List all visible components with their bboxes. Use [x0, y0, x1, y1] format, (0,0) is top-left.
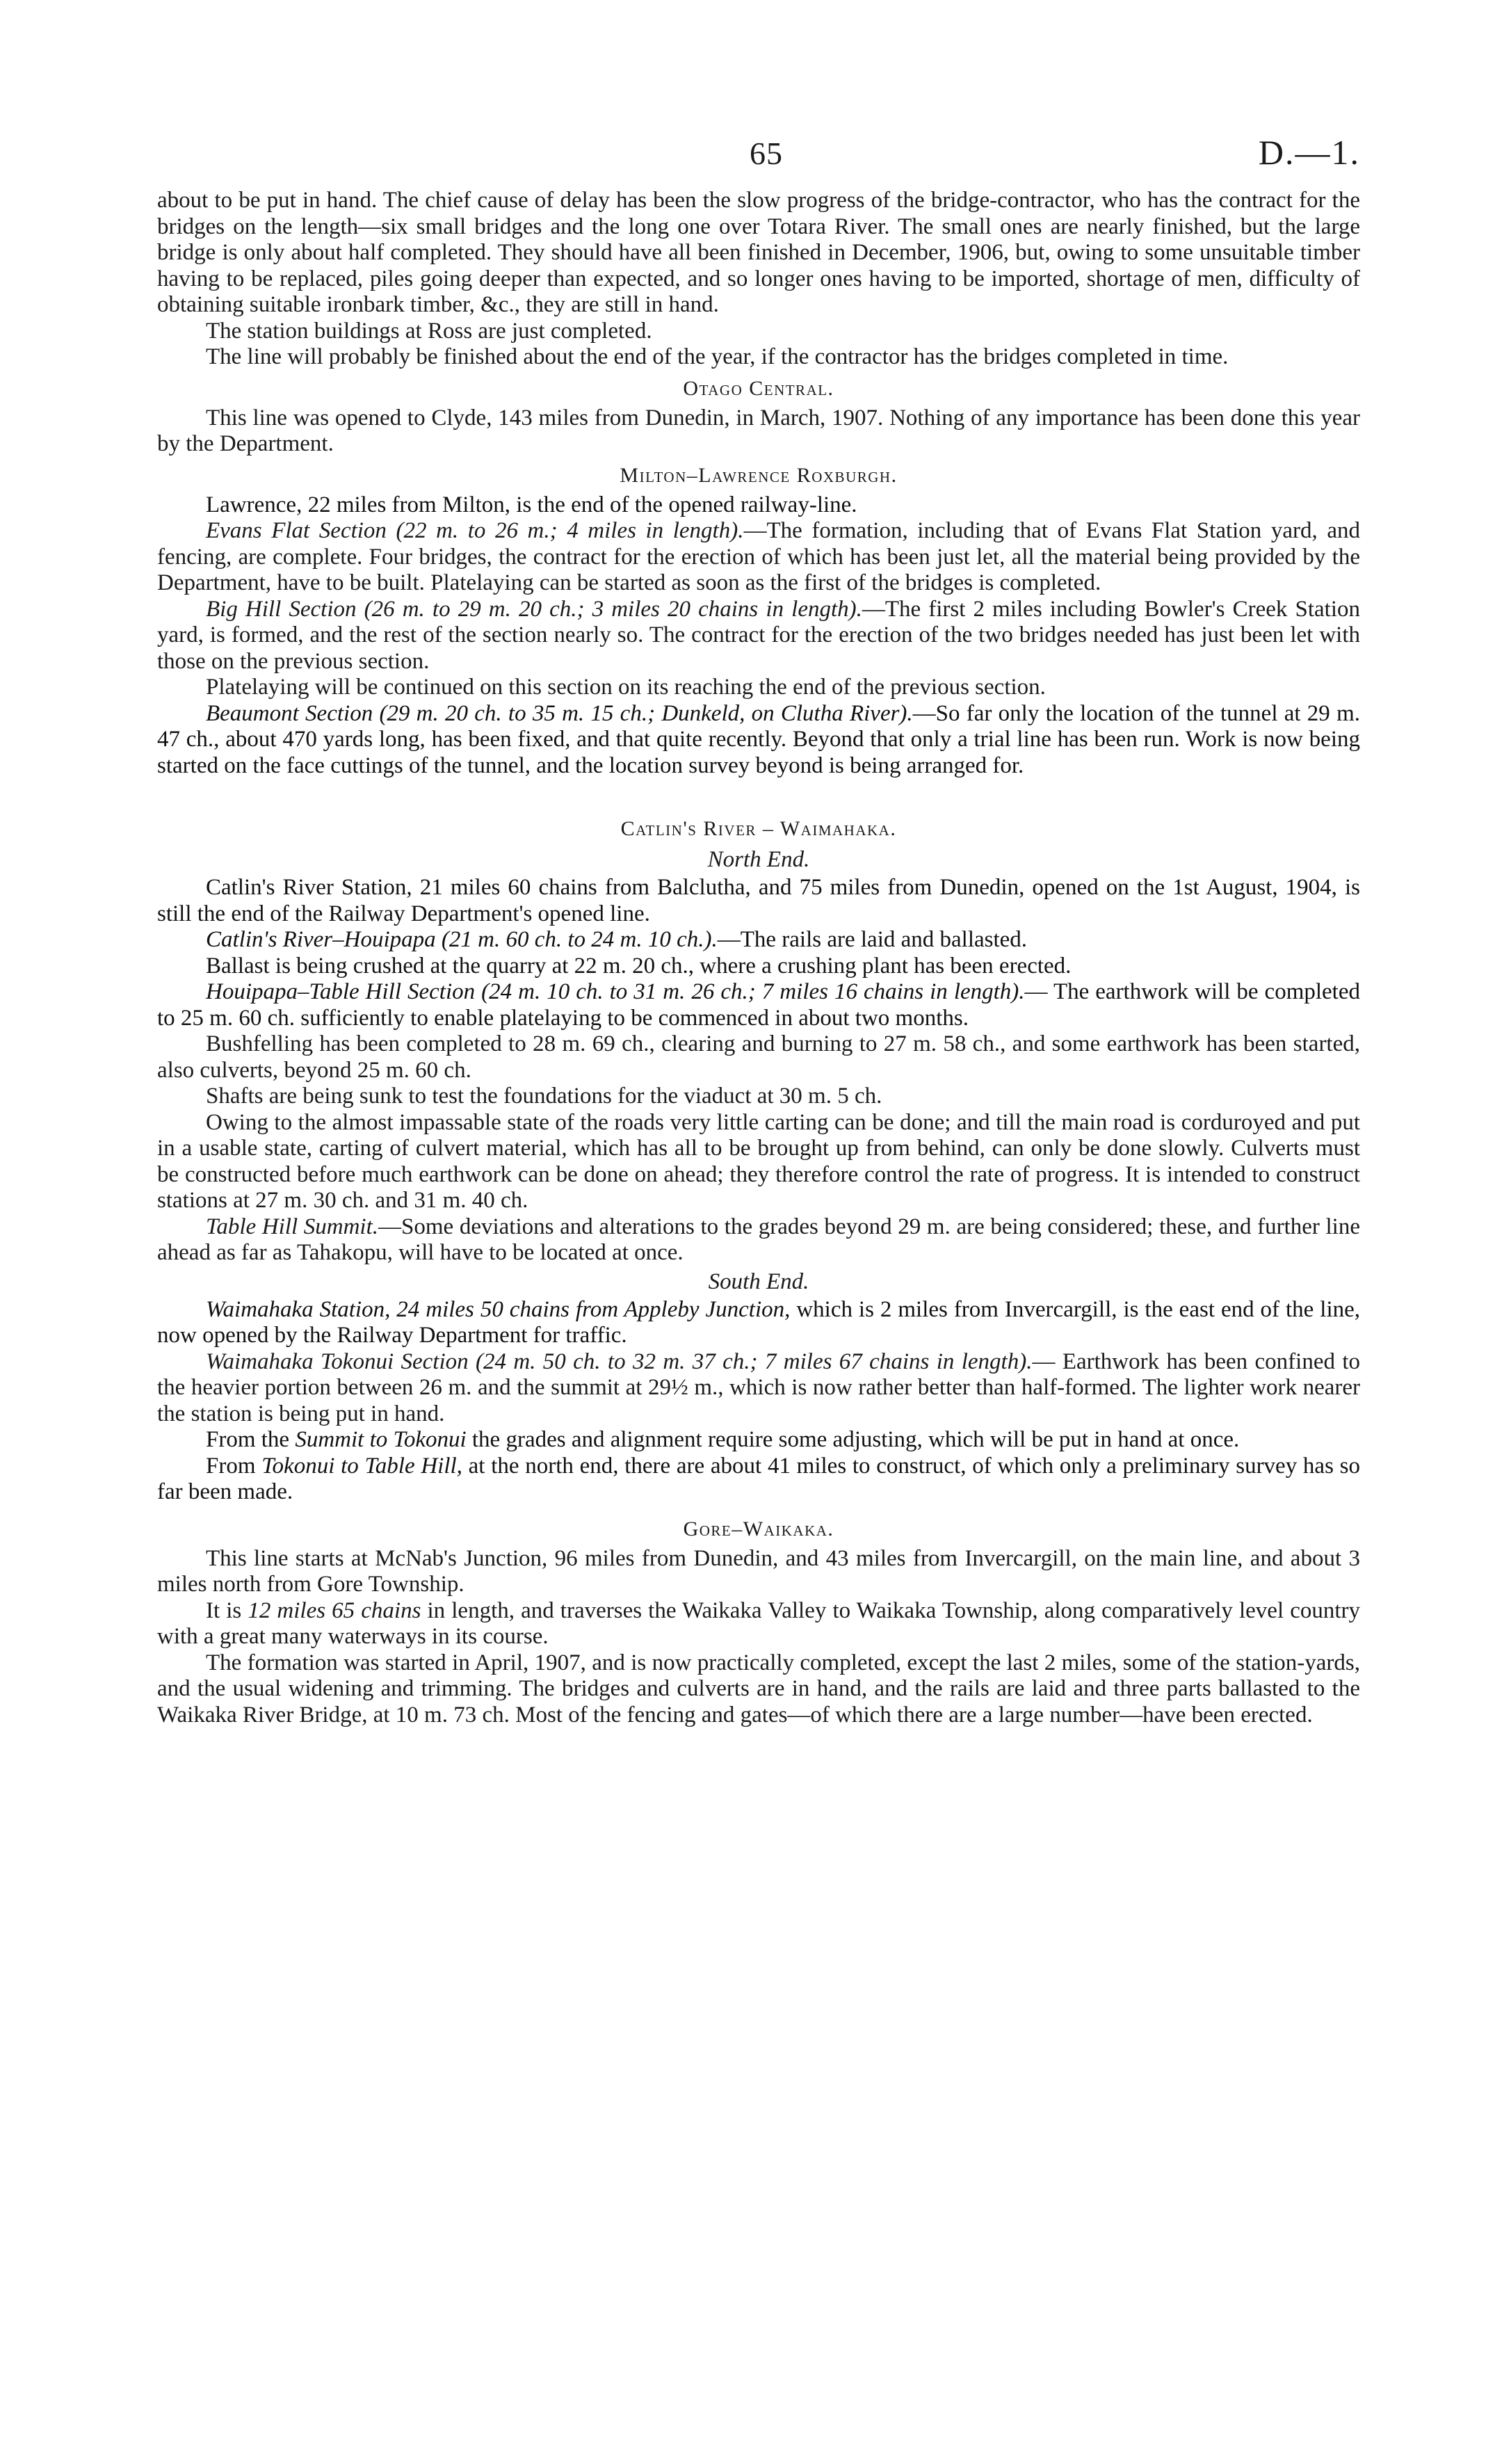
subsection-title: Beaumont Section (29 m. 20 ch. to 35 m. 15 ch.; Dunkeld, on Clutha River).	[206, 700, 913, 726]
subsection-title: Summit to Tokonui	[295, 1427, 467, 1452]
section-heading-milton-lawrence: Milton–Lawrence Roxburgh.	[620, 463, 898, 487]
document-page	[157, 132, 1360, 1728]
section-heading-gore-waikaka: Gore–Waikaka.	[683, 1517, 834, 1540]
subsection-title: Table Hill Summit.	[206, 1214, 379, 1239]
subsection-body: —Some deviations and alterations to the grades beyond 29 m. are being considered; these, and further line ahead as far as Tahakopu, will have to be located at once.	[157, 1214, 1360, 1265]
paragraph-lead: From	[206, 1453, 262, 1479]
subsection-body: —The formation, including that of Evans Flat Station yard, and fencing, are complete. Four bridges, the contract for the erection of which has been just let, all the material being provided by the Department, have to be built. Platelaying can be started as soon as the first of the bridges is completed.	[157, 518, 1360, 595]
paragraph: Bushfelling has been completed to 28 m. 69 ch., clearing and burning to 27 m. 58 ch., and some earthwork has been started, also culverts, beyond 25 m. 60 ch.	[157, 1031, 1360, 1083]
paragraph	[157, 1454, 1360, 1506]
subsection-title: Waimahaka Station, 24 miles 50 chains from Appleby Junction,	[206, 1296, 791, 1322]
paragraph: The line will probably be finished about the end of the year, if the contractor has the bridges completed in time.	[206, 344, 1229, 369]
subsection-body: —The first 2 miles including Bowler's Creek Station yard, is formed, and the rest of the section nearly so. The contract for the erection of the two bridges needed has just been let with those on the previous section.	[157, 596, 1360, 674]
section-heading-catlins-river: Catlin's River – Waimahaka.	[620, 817, 897, 840]
paragraph	[157, 1427, 1360, 1454]
paragraph: This line was opened to Clyde, 143 miles from Dunedin, in March, 1907. Nothing of any importance has been done this year by the Department.	[157, 405, 1360, 456]
subsection-body: — Earthwork has been confined to the heavier portion between 26 m. and the summit at 29½ m., which is now rather better than half-formed. The lighter work nearer the station is being put in hand.	[157, 1348, 1360, 1426]
subsection-body: the grades and alignment require some adjusting, which will be put in hand at once.	[466, 1427, 1240, 1452]
emphasis: 12 miles 65 chains	[248, 1597, 421, 1623]
subsection-title: Tokonui to Table Hill,	[261, 1453, 462, 1479]
paragraph	[157, 1297, 1360, 1349]
paragraph: about to be put in hand. The chief cause of delay has been the slow progress of the bridge-contractor, who has the contract for the bridges on the length—six small bridges and the long one over Totara River. The small ones are nearly finished, but the large bridge is only about half completed. They should have all been finished in December, 1906, but, owing to some unsuitable timber having to be replaced, piles going deeper than expected, and so longer ones having to be imported, shortage of men, difficulty of obtaining suitable ironbark timber, &c., they are still in hand.	[157, 188, 1360, 317]
paragraph: This line starts at McNab's Junction, 96 miles from Dunedin, and 43 miles from Invercargill, on the main line, and about 3 miles north from Gore Township.	[157, 1545, 1360, 1597]
subsection-body: — The earthwork will be completed to 25 m. 60 ch. sufficiently to enable platelaying to be commenced in about two months.	[157, 979, 1360, 1031]
paragraph	[157, 701, 1360, 780]
subheading-north-end: North End.	[707, 847, 810, 872]
subsection-title: Waimahaka Tokonui Section (24 m. 50 ch. to 32 m. 37 ch.; 7 miles 67 chains in length).	[206, 1348, 1033, 1374]
paragraph	[157, 518, 1360, 597]
paragraph	[157, 979, 1360, 1031]
subsection-title: Houipapa–Table Hill Section (24 m. 10 ch. to 31 m. 26 ch.; 7 miles 16 chains in length).	[206, 979, 1025, 1004]
paragraph: Lawrence, 22 miles from Milton, is the end of the opened railway-line.	[206, 492, 857, 517]
paragraph	[157, 597, 1360, 675]
document-reference: D.—1.	[1258, 133, 1360, 172]
paragraph: Ballast is being crushed at the quarry at 22 m. 20 ch., where a crushing plant has been erected.	[206, 953, 1072, 979]
subsection-body: which is 2 miles from Invercargill, is the east end of the line, now opened by the Railway Department for traffic.	[157, 1296, 1361, 1348]
paragraph: The formation was started in April, 1907, and is now practically completed, except the last 2 miles, some of the station-yards, and the usual widening and trimming. The bridges and culverts are in hand, and the rails are laid and three parts ballasted to the Waikaka River Bridge, at 10 m. 73 ch. Most of the fencing and gates—of which there are a large number—have been erected.	[157, 1650, 1360, 1728]
subsection-title: Catlin's River–Houipapa (21 m. 60 ch. to 24 m. 10 ch.).	[206, 927, 718, 952]
page-number: 65	[750, 136, 783, 171]
paragraph	[157, 1349, 1360, 1428]
paragraph-body: in length, and traverses the Waikaka Valley to Waikaka Township, along comparatively level country with a great many waterways in its course.	[157, 1597, 1360, 1649]
paragraph	[157, 1214, 1360, 1266]
paragraph: The station buildings at Ross are just completed.	[206, 318, 652, 344]
paragraph-lead: From the	[206, 1427, 296, 1452]
subsection-body: at the north end, there are about 41 miles to construct, of which only a preliminary survey has so far been made.	[157, 1453, 1360, 1504]
subsection-title: Evans Flat Section (22 m. to 26 m.; 4 miles in length).	[206, 518, 744, 543]
paragraph: Platelaying will be continued on this section on its reaching the end of the previous section.	[206, 675, 1046, 700]
paragraph: Shafts are being sunk to test the foundations for the viaduct at 30 m. 5 ch.	[206, 1084, 882, 1109]
subsection-body: —The rails are laid and ballasted.	[717, 927, 1028, 952]
paragraph: Catlin's River Station, 21 miles 60 chains from Balclutha, and 75 miles from Dunedin, opened on the 1st August, 1904, is still the end of the Railway Department's opened line.	[157, 875, 1360, 926]
section-heading-otago-central: Otago Central.	[683, 376, 834, 400]
subheading-south-end: South End.	[708, 1269, 809, 1294]
page-header	[157, 132, 1360, 188]
subsection-body: —So far only the location of the tunnel at 29 m. 47 ch., about 470 yards long, has been fixed, and that quite recently. Beyond that only a trial line has been run. Work is now being started on the face cuttings of the tunnel, and the location survey beyond is being arranged for.	[157, 700, 1360, 778]
subsection-title: Big Hill Section (26 m. to 29 m. 20 ch.; 3 miles 20 chains in length).	[206, 596, 862, 622]
paragraph-lead: It is	[206, 1597, 248, 1623]
paragraph: Owing to the almost impassable state of the roads very little carting can be done; and till the main road is corduroyed and put in a usable state, carting of culvert material, which has all to be brought up from behind, can only be done slowly. Culverts must be constructed before much earthwork can be done on ahead; they therefore control the rate of progress. It is intended to construct stations at 27 m. 30 ch. and 31 m. 40 ch.	[157, 1109, 1360, 1213]
paragraph	[157, 1598, 1360, 1650]
paragraph	[157, 927, 1360, 953]
